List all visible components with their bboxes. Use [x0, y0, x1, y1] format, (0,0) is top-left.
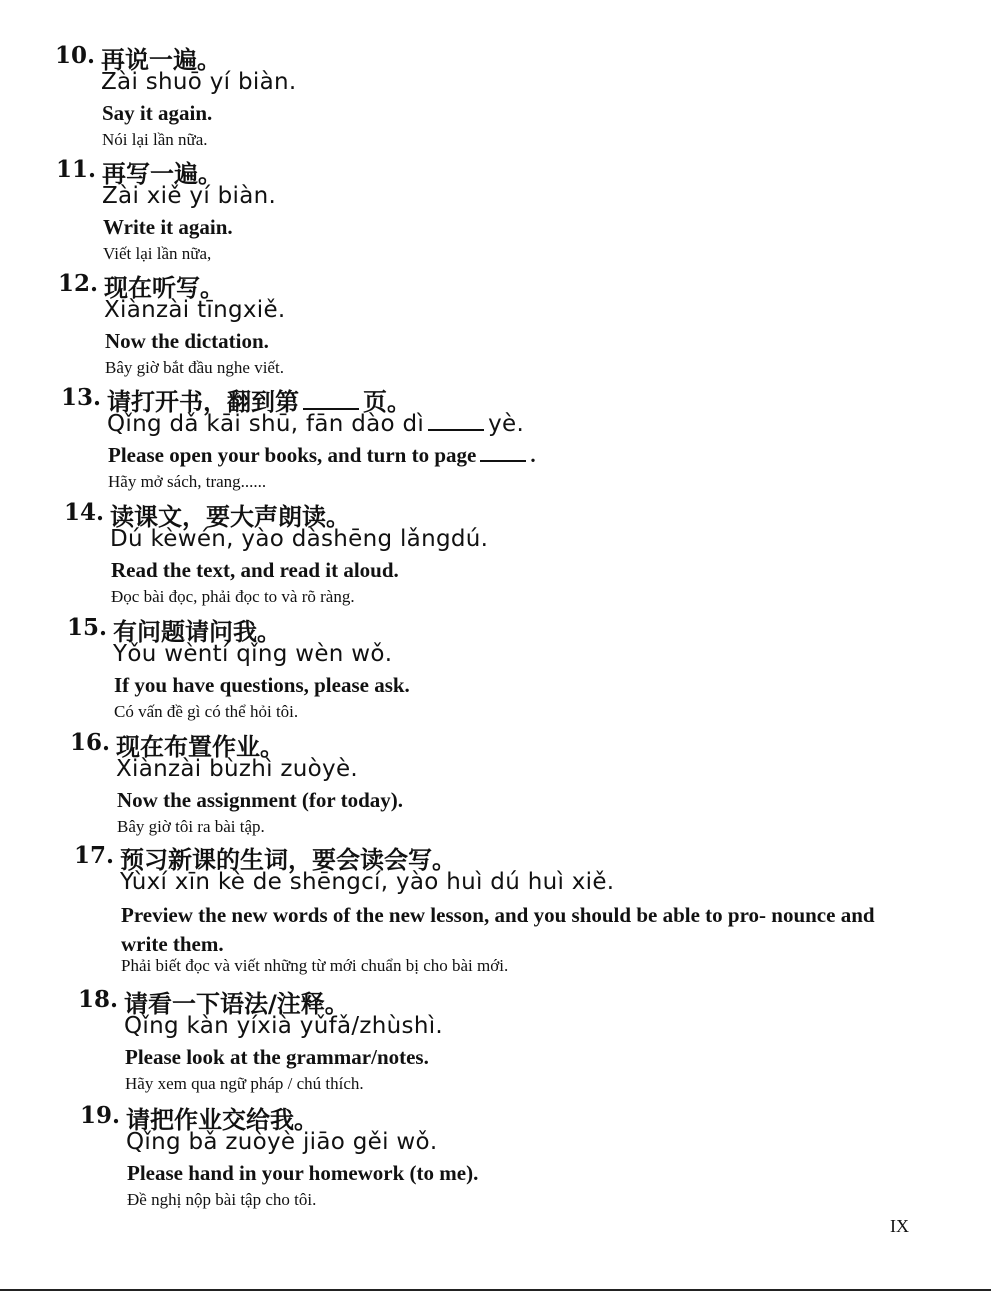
english-text-part: .	[530, 443, 536, 467]
english-text: Please hand in your homework (to me).	[127, 1161, 479, 1185]
pinyin-text: Xiànzài bùzhì zuòyè.	[116, 756, 359, 782]
vietnamese-text: Bây giờ bắt đầu nghe viết.	[105, 358, 284, 377]
page-number: IX	[890, 1216, 909, 1236]
english-text	[108, 443, 536, 468]
vietnamese-text: Phải biết đọc và viết những từ mới chuẩn bị cho bài mới.	[121, 956, 509, 975]
pinyin-text: Qǐng kàn yíxià yǔfǎ/zhùshì.	[124, 1013, 444, 1039]
chinese-text-part: 请打开书，翻到第	[107, 388, 299, 416]
chinese-text: 读课文，要大声朗读。	[110, 503, 350, 531]
entry-number: 11.	[56, 156, 97, 183]
fill-in-blank	[428, 425, 484, 431]
pinyin-text-part: yè.	[488, 411, 525, 437]
vietnamese-text: Hãy mở sách, trang......	[108, 472, 267, 491]
entry-number: 17.	[74, 842, 115, 869]
vietnamese-text: Nói lại lần nữa.	[102, 130, 208, 149]
vietnamese-text: Có vấn đề gì có thể hỏi tôi.	[114, 702, 299, 721]
chinese-text: 请看一下语法/注释。	[124, 990, 349, 1018]
pinyin-text: Yùxí xīn kè de shēngcí, yào huì dú huì xiě.	[120, 869, 615, 895]
entry-number: 13.	[61, 384, 102, 411]
english-text-part: Please open your books, and turn to page	[108, 443, 477, 467]
english-text: Now the dictation.	[105, 329, 269, 353]
chinese-text: 现在布置作业。	[116, 733, 284, 761]
pinyin-text: Xiànzài tīngxiě.	[104, 297, 286, 323]
chinese-text: 请把作业交给我。	[126, 1106, 318, 1134]
chinese-text: 再说一遍。	[101, 46, 221, 74]
chinese-text: 有问题请问我。	[113, 618, 281, 646]
entry-number: 18.	[78, 986, 119, 1013]
fill-in-blank	[303, 404, 359, 410]
english-text: Read the text, and read it aloud.	[111, 558, 399, 582]
pinyin-text: Zài xiě yí biàn.	[102, 183, 277, 209]
entry-number: 19.	[80, 1102, 121, 1129]
english-text: If you have questions, please ask.	[114, 673, 410, 697]
chinese-text: 再写一遍。	[102, 160, 222, 188]
vietnamese-text: Bây giờ tôi ra bài tập.	[117, 817, 265, 836]
entry-number: 16.	[70, 729, 111, 756]
pinyin-text: Qǐng bǎ zuòyè jiāo gěi wǒ.	[126, 1129, 438, 1155]
entry-number: 14.	[64, 499, 105, 526]
chinese-text: 现在听写。	[104, 274, 224, 302]
chinese-text-part: 页。	[363, 388, 411, 416]
english-text: Say it again.	[102, 101, 213, 125]
page-bottom-edge	[0, 1289, 991, 1291]
entry-number: 12.	[58, 270, 99, 297]
pinyin-text: Dú kèwén, yào dàshēng lǎngdú.	[110, 526, 489, 552]
chinese-text: 预习新课的生词，要会读会写。	[120, 846, 456, 874]
fill-in-blank	[480, 456, 526, 462]
english-text: Preview the new words of the new lesson, and you should be able to pro- nounce and write them.	[121, 903, 875, 956]
english-text: Please look at the grammar/notes.	[125, 1045, 429, 1069]
entry-number: 15.	[67, 614, 108, 641]
english-text: Write it again.	[103, 215, 233, 239]
pinyin-text: Zài shuō yí biàn.	[101, 69, 297, 95]
pinyin-text: Yǒu wèntí qǐng wèn wǒ.	[113, 641, 393, 667]
vietnamese-text: Hãy xem qua ngữ pháp / chú thích.	[125, 1074, 364, 1093]
vietnamese-text: Đọc bài đọc, phải đọc to và rõ ràng.	[111, 587, 355, 606]
pinyin-text	[107, 411, 524, 437]
english-text: Now the assignment (for today).	[117, 788, 404, 812]
vietnamese-text: Viết lại lần nữa,	[103, 244, 212, 263]
pinyin-text-part: Qǐng dǎ kāi shū, fān dào dì	[107, 411, 425, 437]
entry-number: 10.	[55, 42, 96, 69]
vietnamese-text: Đề nghị nộp bài tập cho tôi.	[127, 1190, 317, 1209]
